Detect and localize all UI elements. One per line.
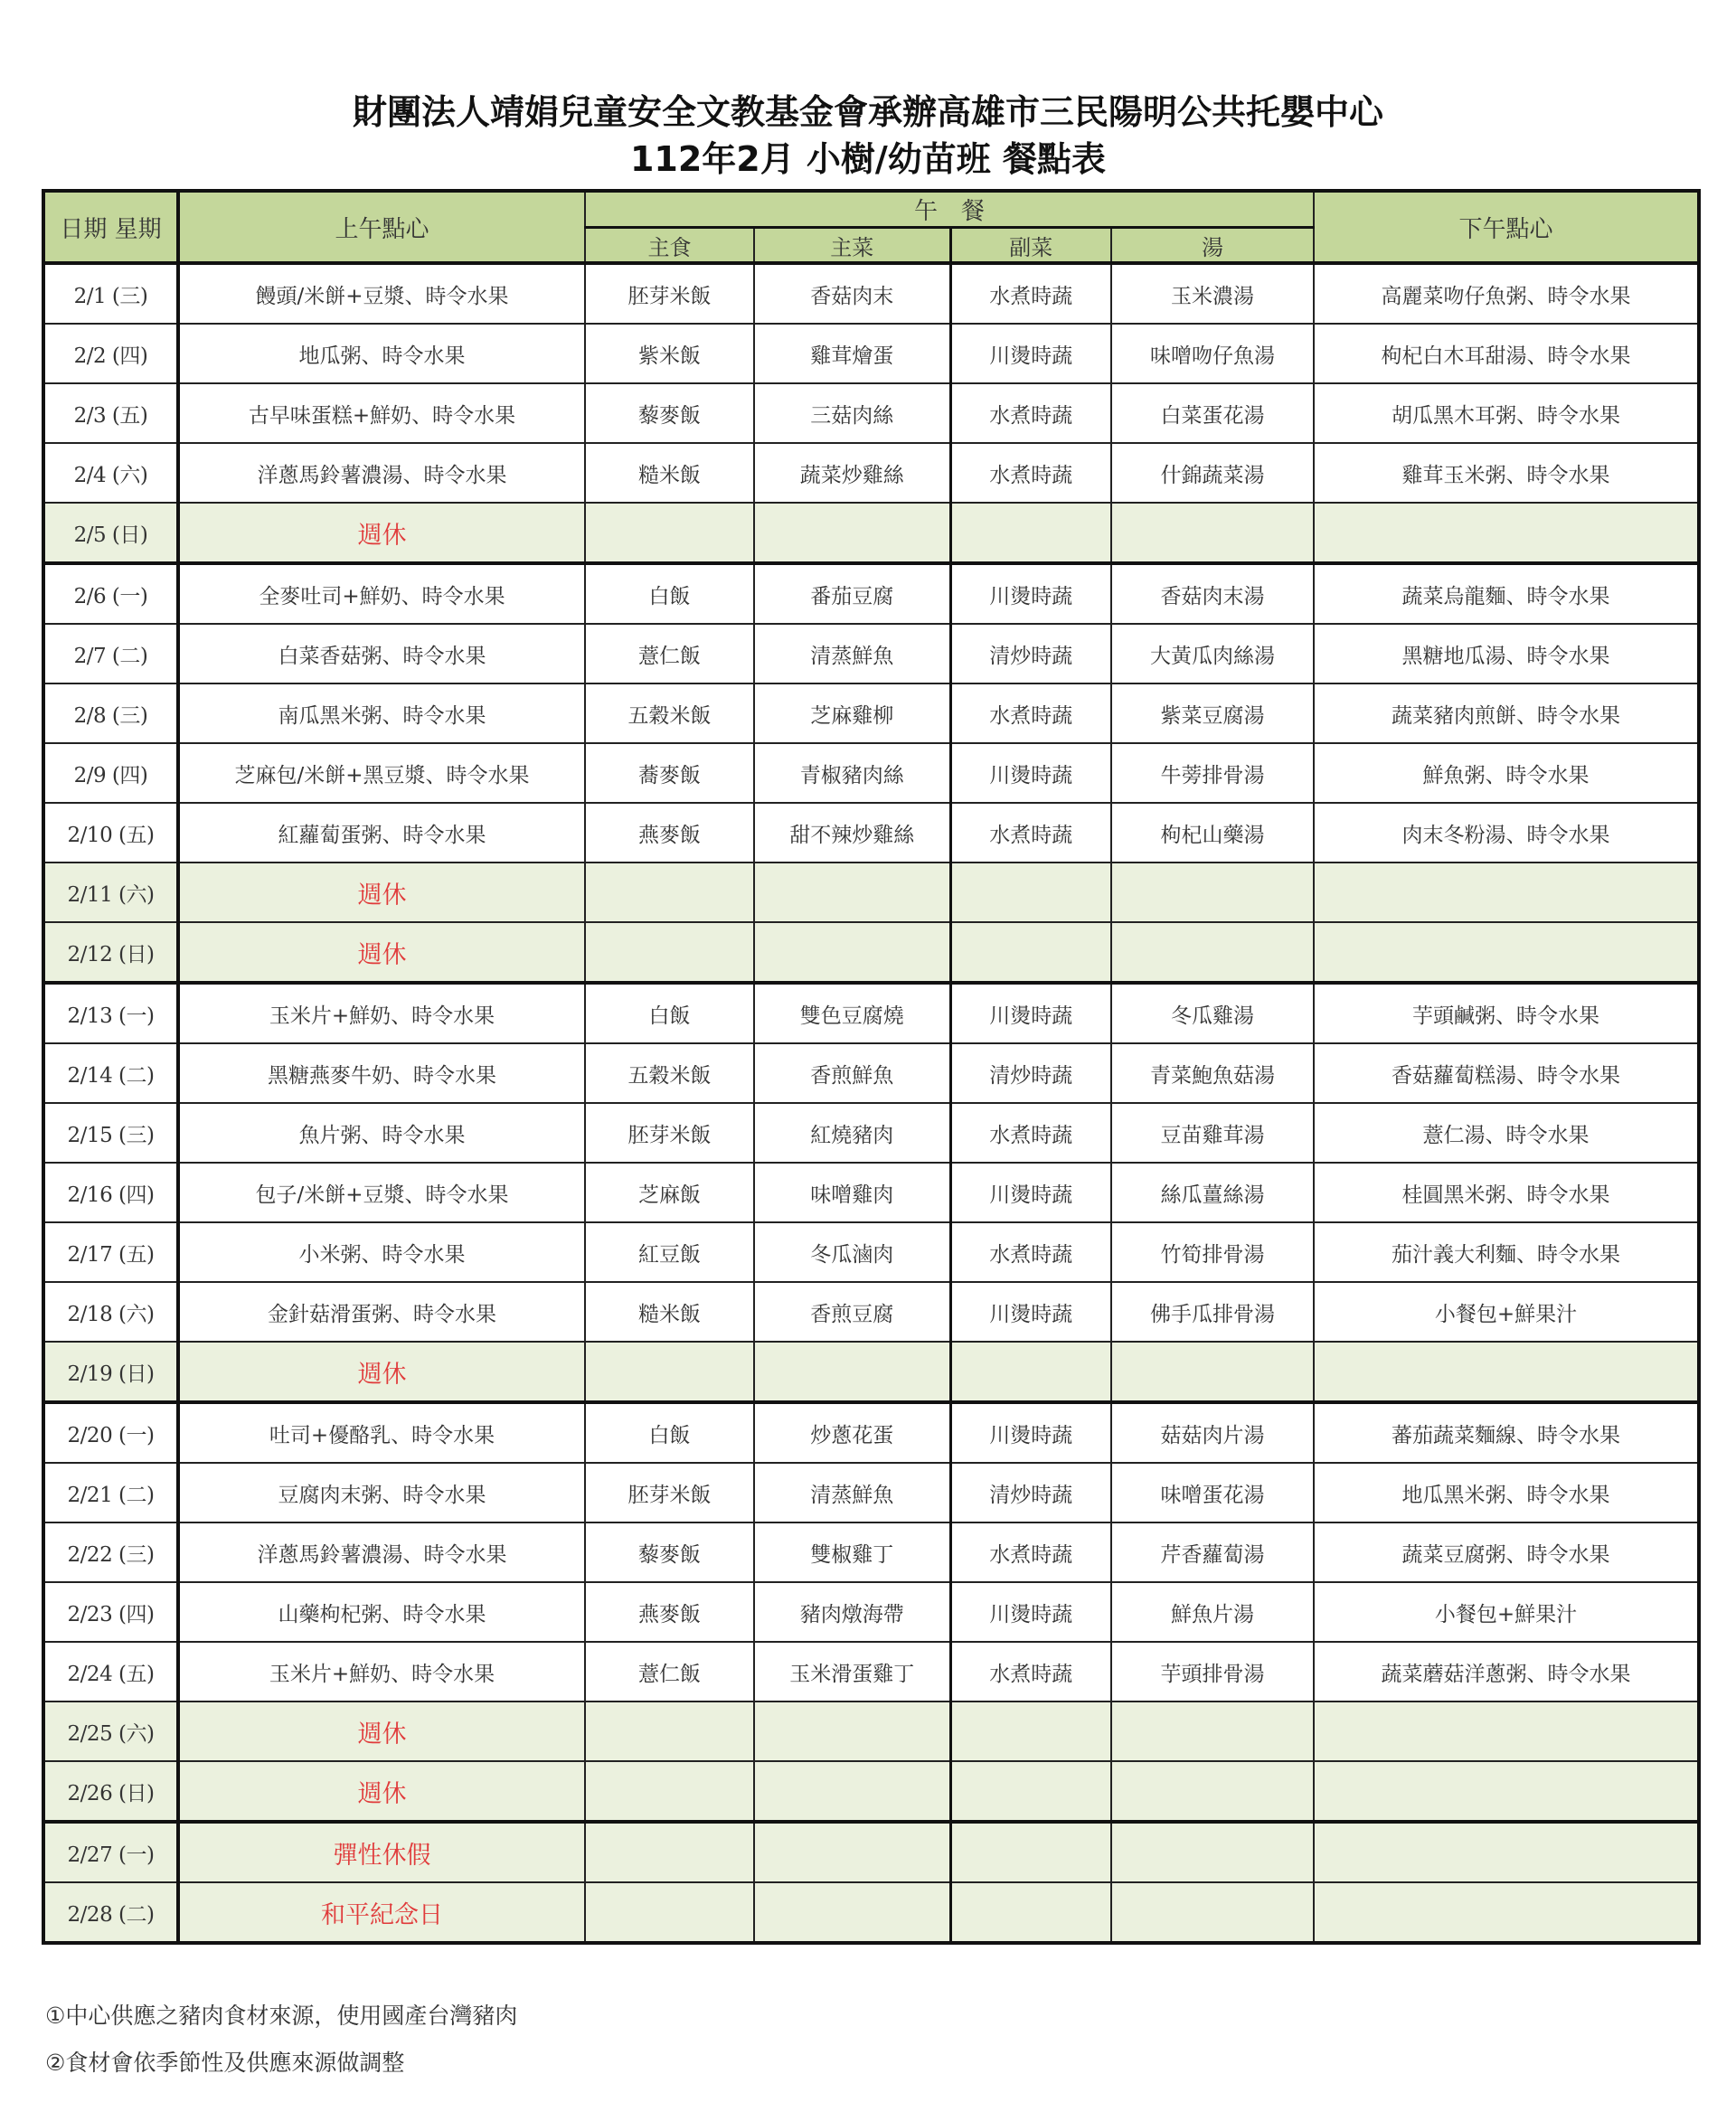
staple-cell	[585, 863, 754, 922]
afternoon-snack-cell	[1314, 1761, 1699, 1822]
main-dish-cell	[754, 503, 950, 563]
staple-cell	[585, 1702, 754, 1761]
table-row	[43, 1582, 1699, 1642]
soup-cell: 冬瓜雞湯	[1111, 983, 1314, 1043]
date-cell: 2/24 (五)	[43, 1642, 178, 1702]
soup-cell: 香菇肉末湯	[1111, 563, 1314, 624]
staple-cell	[585, 503, 754, 563]
soup-cell: 味噌蛋花湯	[1111, 1463, 1314, 1522]
side-dish-cell	[950, 1822, 1111, 1882]
header-main-dish: 主菜	[754, 228, 950, 264]
main-dish-cell: 雞茸燴蛋	[754, 324, 950, 383]
afternoon-snack-cell: 茄汁義大利麵、時令水果	[1314, 1222, 1699, 1282]
main-dish-cell: 清蒸鮮魚	[754, 624, 950, 683]
staple-cell: 紅豆飯	[585, 1222, 754, 1282]
side-dish-cell	[950, 503, 1111, 563]
afternoon-snack-cell: 鮮魚粥、時令水果	[1314, 743, 1699, 803]
staple-cell: 胚芽米飯	[585, 1463, 754, 1522]
table-row	[43, 1522, 1699, 1582]
table-row	[43, 1222, 1699, 1282]
table-row-off-day	[43, 863, 1699, 922]
side-dish-cell: 川燙時蔬	[950, 983, 1111, 1043]
date-cell: 2/2 (四)	[43, 324, 178, 383]
table-header	[43, 191, 1699, 263]
morning-snack-cell: 包子/米餅+豆漿、時令水果	[178, 1163, 585, 1222]
table-row-off-day	[43, 503, 1699, 563]
holiday-label: 週休	[178, 503, 585, 563]
main-dish-cell: 炒蔥花蛋	[754, 1402, 950, 1463]
table-row	[43, 1402, 1699, 1463]
side-dish-cell: 川燙時蔬	[950, 1282, 1111, 1342]
soup-cell: 芋頭排骨湯	[1111, 1642, 1314, 1702]
main-dish-cell: 三菇肉絲	[754, 383, 950, 443]
staple-cell: 藜麥飯	[585, 1522, 754, 1582]
afternoon-snack-cell: 桂圓黑米粥、時令水果	[1314, 1163, 1699, 1222]
date-cell: 2/27 (一)	[43, 1822, 178, 1882]
main-dish-cell: 芝麻雞柳	[754, 683, 950, 743]
date-cell: 2/17 (五)	[43, 1222, 178, 1282]
table-row	[43, 803, 1699, 863]
afternoon-snack-cell: 枸杞白木耳甜湯、時令水果	[1314, 324, 1699, 383]
table-body	[43, 263, 1699, 1943]
header-morning-snack: 上午點心	[178, 191, 585, 263]
table-row	[43, 743, 1699, 803]
staple-cell: 糙米飯	[585, 443, 754, 503]
holiday-label: 週休	[178, 863, 585, 922]
main-dish-cell	[754, 1702, 950, 1761]
note-seasonal-adjustment: ②食材會依季節性及供應來源做調整	[45, 2050, 405, 2076]
table-row	[43, 1103, 1699, 1163]
header-date: 日期 星期	[43, 191, 178, 263]
date-cell: 2/20 (一)	[43, 1402, 178, 1463]
morning-snack-cell: 洋蔥馬鈴薯濃湯、時令水果	[178, 443, 585, 503]
side-dish-cell: 水煮時蔬	[950, 1103, 1111, 1163]
date-cell: 2/18 (六)	[43, 1282, 178, 1342]
staple-cell: 薏仁飯	[585, 624, 754, 683]
main-dish-cell: 番茄豆腐	[754, 563, 950, 624]
date-cell: 2/6 (一)	[43, 563, 178, 624]
main-dish-cell	[754, 863, 950, 922]
afternoon-snack-cell	[1314, 1342, 1699, 1402]
date-cell: 2/12 (日)	[43, 922, 178, 983]
afternoon-snack-cell: 地瓜黑米粥、時令水果	[1314, 1463, 1699, 1522]
date-cell: 2/8 (三)	[43, 683, 178, 743]
soup-cell: 鮮魚片湯	[1111, 1582, 1314, 1642]
staple-cell: 藜麥飯	[585, 383, 754, 443]
morning-snack-cell: 古早味蛋糕+鮮奶、時令水果	[178, 383, 585, 443]
morning-snack-cell: 黑糖燕麥牛奶、時令水果	[178, 1043, 585, 1103]
afternoon-snack-cell: 蕃茄蔬菜麵線、時令水果	[1314, 1402, 1699, 1463]
morning-snack-cell: 洋蔥馬鈴薯濃湯、時令水果	[178, 1522, 585, 1582]
side-dish-cell: 水煮時蔬	[950, 1522, 1111, 1582]
afternoon-snack-cell: 蔬菜蘑菇洋蔥粥、時令水果	[1314, 1642, 1699, 1702]
morning-snack-cell: 金針菇滑蛋粥、時令水果	[178, 1282, 585, 1342]
soup-cell: 大黃瓜肉絲湯	[1111, 624, 1314, 683]
staple-cell: 薏仁飯	[585, 1642, 754, 1702]
morning-snack-cell: 玉米片+鮮奶、時令水果	[178, 1642, 585, 1702]
afternoon-snack-cell: 胡瓜黑木耳粥、時令水果	[1314, 383, 1699, 443]
table-row	[43, 1163, 1699, 1222]
staple-cell: 蕎麥飯	[585, 743, 754, 803]
side-dish-cell: 水煮時蔬	[950, 683, 1111, 743]
date-cell: 2/9 (四)	[43, 743, 178, 803]
main-dish-cell: 味噌雞肉	[754, 1163, 950, 1222]
morning-snack-cell: 小米粥、時令水果	[178, 1222, 585, 1282]
side-dish-cell	[950, 1761, 1111, 1822]
table-row	[43, 1463, 1699, 1522]
date-cell: 2/10 (五)	[43, 803, 178, 863]
date-cell: 2/26 (日)	[43, 1761, 178, 1822]
main-dish-cell: 雙椒雞丁	[754, 1522, 950, 1582]
afternoon-snack-cell: 蔬菜豬肉煎餅、時令水果	[1314, 683, 1699, 743]
soup-cell	[1111, 1822, 1314, 1882]
staple-cell: 白飯	[585, 563, 754, 624]
morning-snack-cell: 吐司+優酪乳、時令水果	[178, 1402, 585, 1463]
morning-snack-cell: 南瓜黑米粥、時令水果	[178, 683, 585, 743]
main-dish-cell: 玉米滑蛋雞丁	[754, 1642, 950, 1702]
table-row	[43, 263, 1699, 324]
main-dish-cell: 甜不辣炒雞絲	[754, 803, 950, 863]
morning-snack-cell: 玉米片+鮮奶、時令水果	[178, 983, 585, 1043]
staple-cell	[585, 1822, 754, 1882]
document-subtitle: 112年2月 小樹/幼苗班 餐點表	[629, 139, 1107, 179]
side-dish-cell	[950, 922, 1111, 983]
side-dish-cell	[950, 1342, 1111, 1402]
staple-cell: 五穀米飯	[585, 1043, 754, 1103]
table-row	[43, 983, 1699, 1043]
holiday-label: 和平紀念日	[178, 1882, 585, 1943]
date-cell: 2/11 (六)	[43, 863, 178, 922]
table-row-off-day	[43, 1822, 1699, 1882]
table-row-off-day	[43, 1761, 1699, 1822]
main-dish-cell: 清蒸鮮魚	[754, 1463, 950, 1522]
meal-table	[42, 189, 1701, 1945]
morning-snack-cell: 饅頭/米餅+豆漿、時令水果	[178, 263, 585, 324]
main-dish-cell	[754, 1342, 950, 1402]
header-afternoon-snack: 下午點心	[1314, 191, 1699, 263]
date-cell: 2/23 (四)	[43, 1582, 178, 1642]
main-dish-cell	[754, 1822, 950, 1882]
side-dish-cell: 水煮時蔬	[950, 1222, 1111, 1282]
afternoon-snack-cell: 雞茸玉米粥、時令水果	[1314, 443, 1699, 503]
table-row-off-day	[43, 1882, 1699, 1943]
staple-cell: 胚芽米飯	[585, 1103, 754, 1163]
table-row-off-day	[43, 922, 1699, 983]
header-side-dish: 副菜	[950, 228, 1111, 264]
staple-cell: 白飯	[585, 1402, 754, 1463]
soup-cell	[1111, 1702, 1314, 1761]
staple-cell: 白飯	[585, 983, 754, 1043]
table-row-off-day	[43, 1702, 1699, 1761]
table-row	[43, 443, 1699, 503]
side-dish-cell: 水煮時蔬	[950, 263, 1111, 324]
holiday-label: 週休	[178, 922, 585, 983]
side-dish-cell: 水煮時蔬	[950, 803, 1111, 863]
side-dish-cell	[950, 1702, 1111, 1761]
date-cell: 2/21 (二)	[43, 1463, 178, 1522]
soup-cell: 芹香蘿蔔湯	[1111, 1522, 1314, 1582]
holiday-label: 彈性休假	[178, 1822, 585, 1882]
side-dish-cell	[950, 863, 1111, 922]
morning-snack-cell: 紅蘿蔔蛋粥、時令水果	[178, 803, 585, 863]
main-dish-cell: 雙色豆腐燒	[754, 983, 950, 1043]
staple-cell	[585, 1882, 754, 1943]
afternoon-snack-cell: 肉末冬粉湯、時令水果	[1314, 803, 1699, 863]
table-row	[43, 383, 1699, 443]
date-cell: 2/15 (三)	[43, 1103, 178, 1163]
main-dish-cell: 香煎鮮魚	[754, 1043, 950, 1103]
side-dish-cell: 清炒時蔬	[950, 1043, 1111, 1103]
staple-cell: 燕麥飯	[585, 803, 754, 863]
soup-cell: 什錦蔬菜湯	[1111, 443, 1314, 503]
morning-snack-cell: 山藥枸杞粥、時令水果	[178, 1582, 585, 1642]
soup-cell: 竹筍排骨湯	[1111, 1222, 1314, 1282]
date-cell: 2/3 (五)	[43, 383, 178, 443]
afternoon-snack-cell: 小餐包+鮮果汁	[1314, 1282, 1699, 1342]
afternoon-snack-cell: 芋頭鹹粥、時令水果	[1314, 983, 1699, 1043]
afternoon-snack-cell	[1314, 1702, 1699, 1761]
soup-cell: 青菜鮑魚菇湯	[1111, 1043, 1314, 1103]
side-dish-cell: 川燙時蔬	[950, 563, 1111, 624]
morning-snack-cell: 全麥吐司+鮮奶、時令水果	[178, 563, 585, 624]
afternoon-snack-cell: 薏仁湯、時令水果	[1314, 1103, 1699, 1163]
staple-cell: 胚芽米飯	[585, 263, 754, 324]
staple-cell	[585, 1761, 754, 1822]
table-row	[43, 683, 1699, 743]
afternoon-snack-cell: 小餐包+鮮果汁	[1314, 1582, 1699, 1642]
side-dish-cell: 清炒時蔬	[950, 624, 1111, 683]
soup-cell	[1111, 1761, 1314, 1822]
main-dish-cell: 冬瓜滷肉	[754, 1222, 950, 1282]
date-cell: 2/14 (二)	[43, 1043, 178, 1103]
main-dish-cell: 紅燒豬肉	[754, 1103, 950, 1163]
table-row	[43, 324, 1699, 383]
side-dish-cell: 水煮時蔬	[950, 1642, 1111, 1702]
soup-cell: 佛手瓜排骨湯	[1111, 1282, 1314, 1342]
main-dish-cell: 蔬菜炒雞絲	[754, 443, 950, 503]
date-cell: 2/13 (一)	[43, 983, 178, 1043]
main-dish-cell: 香菇肉末	[754, 263, 950, 324]
date-cell: 2/4 (六)	[43, 443, 178, 503]
table-row	[43, 563, 1699, 624]
side-dish-cell: 川燙時蔬	[950, 324, 1111, 383]
date-cell: 2/16 (四)	[43, 1163, 178, 1222]
afternoon-snack-cell: 蔬菜豆腐粥、時令水果	[1314, 1522, 1699, 1582]
staple-cell: 燕麥飯	[585, 1582, 754, 1642]
side-dish-cell: 水煮時蔬	[950, 383, 1111, 443]
table-row-off-day	[43, 1342, 1699, 1402]
date-cell: 2/25 (六)	[43, 1702, 178, 1761]
soup-cell: 白菜蛋花湯	[1111, 383, 1314, 443]
afternoon-snack-cell: 黑糖地瓜湯、時令水果	[1314, 624, 1699, 683]
staple-cell	[585, 1342, 754, 1402]
table-row	[43, 1043, 1699, 1103]
date-cell: 2/28 (二)	[43, 1882, 178, 1943]
header-staple: 主食	[585, 228, 754, 264]
table-row	[43, 1282, 1699, 1342]
afternoon-snack-cell	[1314, 1822, 1699, 1882]
soup-cell	[1111, 922, 1314, 983]
soup-cell: 菇菇肉片湯	[1111, 1402, 1314, 1463]
side-dish-cell: 川燙時蔬	[950, 743, 1111, 803]
morning-snack-cell: 豆腐肉末粥、時令水果	[178, 1463, 585, 1522]
main-dish-cell	[754, 1761, 950, 1822]
holiday-label: 週休	[178, 1702, 585, 1761]
main-dish-cell	[754, 922, 950, 983]
date-cell: 2/19 (日)	[43, 1342, 178, 1402]
side-dish-cell: 水煮時蔬	[950, 443, 1111, 503]
soup-cell	[1111, 1882, 1314, 1943]
morning-snack-cell: 地瓜粥、時令水果	[178, 324, 585, 383]
note-pork-source: ①中心供應之豬肉食材來源，使用國產台灣豬肉	[45, 2003, 518, 2029]
soup-cell	[1111, 503, 1314, 563]
soup-cell	[1111, 863, 1314, 922]
date-cell: 2/22 (三)	[43, 1522, 178, 1582]
afternoon-snack-cell	[1314, 1882, 1699, 1943]
table-row	[43, 1642, 1699, 1702]
afternoon-snack-cell	[1314, 922, 1699, 983]
soup-cell: 豆苗雞茸湯	[1111, 1103, 1314, 1163]
side-dish-cell	[950, 1882, 1111, 1943]
morning-snack-cell: 魚片粥、時令水果	[178, 1103, 585, 1163]
side-dish-cell: 清炒時蔬	[950, 1463, 1111, 1522]
afternoon-snack-cell: 高麗菜吻仔魚粥、時令水果	[1314, 263, 1699, 324]
afternoon-snack-cell: 蔬菜烏龍麵、時令水果	[1314, 563, 1699, 624]
morning-snack-cell: 芝麻包/米餅+黑豆漿、時令水果	[178, 743, 585, 803]
morning-snack-cell: 白菜香菇粥、時令水果	[178, 624, 585, 683]
soup-cell	[1111, 1342, 1314, 1402]
table-row	[43, 624, 1699, 683]
header-lunch: 午 餐	[585, 191, 1314, 228]
header-soup: 湯	[1111, 228, 1314, 264]
soup-cell: 玉米濃湯	[1111, 263, 1314, 324]
soup-cell: 味噌吻仔魚湯	[1111, 324, 1314, 383]
staple-cell	[585, 922, 754, 983]
date-cell: 2/7 (二)	[43, 624, 178, 683]
date-cell: 2/1 (三)	[43, 263, 178, 324]
main-dish-cell	[754, 1882, 950, 1943]
staple-cell: 紫米飯	[585, 324, 754, 383]
side-dish-cell: 川燙時蔬	[950, 1582, 1111, 1642]
afternoon-snack-cell	[1314, 503, 1699, 563]
staple-cell: 糙米飯	[585, 1282, 754, 1342]
staple-cell: 五穀米飯	[585, 683, 754, 743]
soup-cell: 絲瓜薑絲湯	[1111, 1163, 1314, 1222]
holiday-label: 週休	[178, 1342, 585, 1402]
soup-cell: 牛蒡排骨湯	[1111, 743, 1314, 803]
soup-cell: 紫菜豆腐湯	[1111, 683, 1314, 743]
main-dish-cell: 香煎豆腐	[754, 1282, 950, 1342]
afternoon-snack-cell	[1314, 863, 1699, 922]
staple-cell: 芝麻飯	[585, 1163, 754, 1222]
soup-cell: 枸杞山藥湯	[1111, 803, 1314, 863]
date-cell: 2/5 (日)	[43, 503, 178, 563]
main-dish-cell: 豬肉燉海帶	[754, 1582, 950, 1642]
holiday-label: 週休	[178, 1761, 585, 1822]
side-dish-cell: 川燙時蔬	[950, 1402, 1111, 1463]
document-title: 財團法人靖娟兒童安全文教基金會承辦高雄市三民陽明公共托嬰中心	[352, 92, 1383, 132]
main-dish-cell: 青椒豬肉絲	[754, 743, 950, 803]
afternoon-snack-cell: 香菇蘿蔔糕湯、時令水果	[1314, 1043, 1699, 1103]
side-dish-cell: 川燙時蔬	[950, 1163, 1111, 1222]
